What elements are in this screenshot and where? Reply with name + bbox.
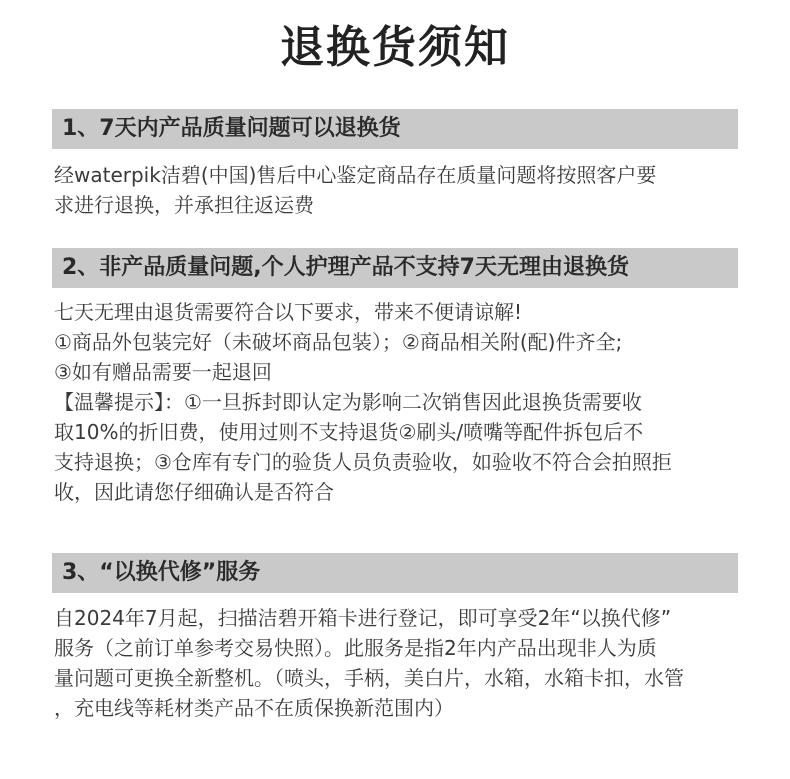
section-2-line: 【温馨提示】：①一旦拆封即认定为影响二次销售因此退换货需要收 <box>54 390 642 414</box>
section-2-heading: 2、非产品质量问题,个人护理产品不支持7天无理由退换货 <box>52 248 738 288</box>
section-2-line: 取10%的折旧费，使用过则不支持退货②刷头/喷嘴等配件拆包后不 <box>54 420 644 444</box>
section-3-line: 自2024年7月起，扫描洁碧开箱卡进行登记，即可享受2年“以换代修” <box>54 606 672 630</box>
section-2-line: 收，因此请您仔细确认是否符合 <box>54 480 334 504</box>
section-2-line: ①商品外包装完好（未破坏商品包装）；②商品相关附(配)件齐全; <box>54 330 623 354</box>
page-title: 退换货须知 <box>280 22 510 73</box>
section-3-heading: 3、“以换代修”服务 <box>52 553 738 593</box>
section-1-line: 经waterpik洁碧(中国)售后中心鉴定商品存在质量问题将按照客户要 <box>54 163 657 187</box>
section-2-body <box>54 297 744 507</box>
section-2-line: 支持退换；③仓库有专门的验货人员负责验收，如验收不符合会拍照拒 <box>54 450 672 474</box>
section-2-line: 七天无理由退货需要符合以下要求，带来不便请谅解! <box>54 300 523 324</box>
section-1-line: 求进行退换，并承担往返运费 <box>54 193 314 217</box>
section-2-line: ③如有赠品需要一起退回 <box>54 360 272 384</box>
section-1-body <box>54 160 744 220</box>
section-3-line: 服务（之前订单参考交易快照）。此服务是指2年内产品出现非人为质 <box>54 636 657 660</box>
section-1-heading: 1、7天内产品质量问题可以退换货 <box>52 109 738 149</box>
section-3-body <box>54 603 744 723</box>
section-3-line: 量问题可更换全新整机。（喷头，手柄，美白片，水箱，水箱卡扣，水管 <box>54 666 684 690</box>
section-3-line: ，充电线等耗材类产品不在质保换新范围内） <box>54 696 454 720</box>
